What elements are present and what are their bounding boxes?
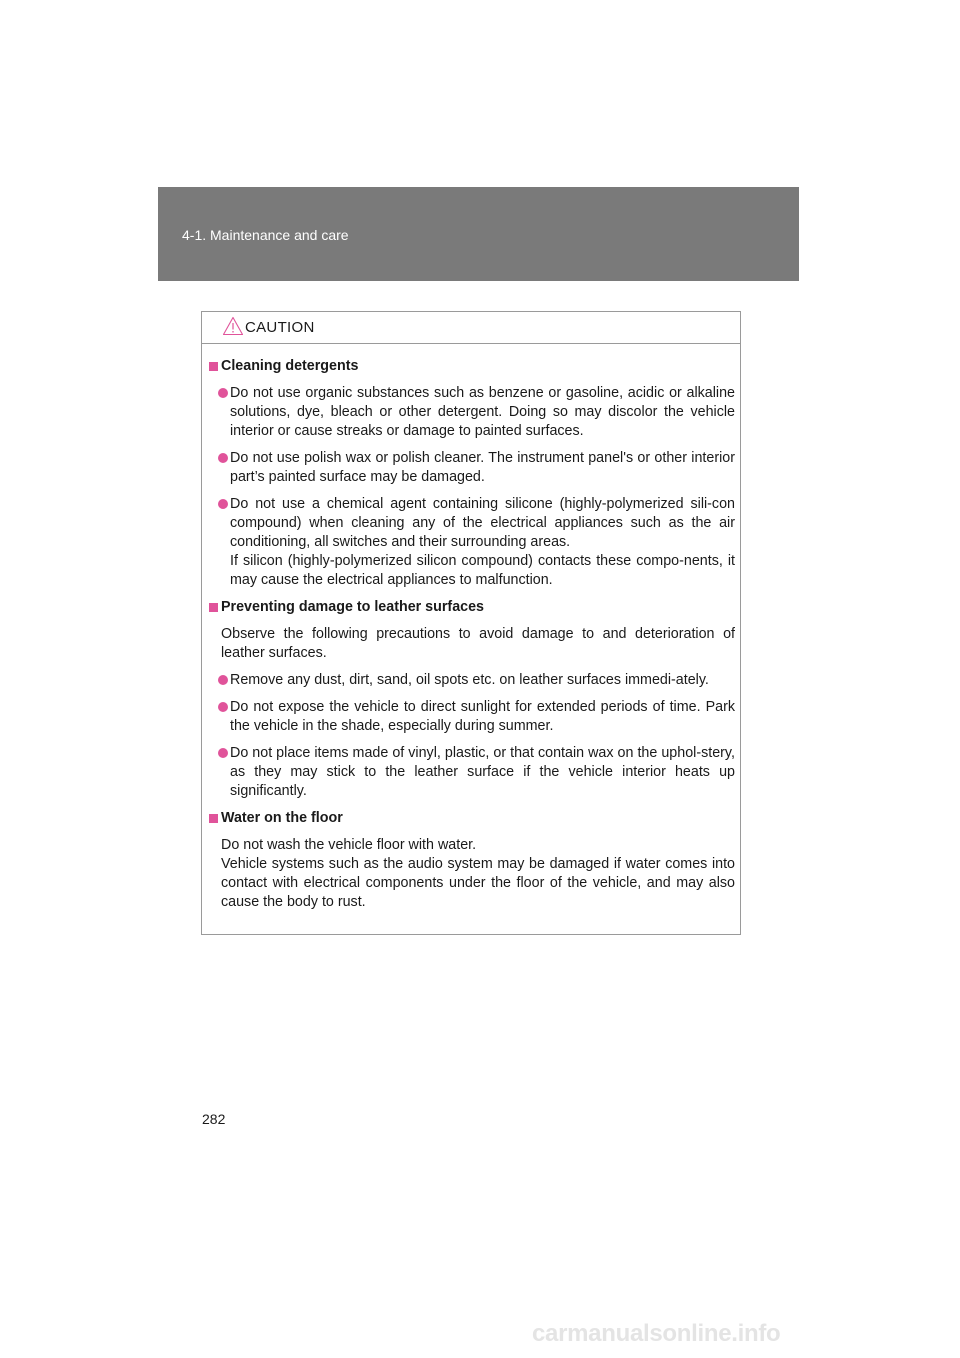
intro-text: Vehicle systems such as the audio system may be damaged if water comes into contact with electrical components under the floor of the vehicle, and may also cause the body to rust. [221,856,735,910]
list-item [208,744,735,801]
pink-dot-icon [218,748,228,758]
topic-intro [221,836,735,912]
topic-heading-text: Water on the floor [221,810,343,826]
pink-dot-icon [218,453,228,463]
bullet-text: Do not use polish wax or polish cleaner. The instrument panel's or other interior part’s painted surface may be damaged. [230,450,735,485]
watermark: carmanualsonline.info [532,1320,781,1347]
topic-heading [208,357,735,376]
bullet-text: Do not use a chemical agent containing silicone (highly-polymerized sili-con compound) when cleaning any of the electrical appliances such as the air conditioning, all switches and their surrounding areas. [230,496,735,550]
caution-label: CAUTION [245,319,315,336]
topic-heading-text: Cleaning detergents [221,358,359,374]
pink-dot-icon [218,702,228,712]
list-item [208,495,735,590]
warning-triangle-icon [222,316,244,336]
section-title: 4-1. Maintenance and care [182,227,349,243]
topic-water-on-floor [208,809,735,912]
bullet-text: Do not expose the vehicle to direct sunlight for extended periods of time. Park the vehicle in the shade, especially during summer. [230,699,735,734]
pink-square-icon [209,362,218,371]
header-band [158,187,799,281]
topic-intro [221,625,735,663]
topic-heading-text: Preventing damage to leather surfaces [221,599,484,615]
intro-text: Do not wash the vehicle floor with water. [221,837,477,853]
intro-text: Observe the following precautions to avoid damage to and deterioration of leather surfaces. [221,626,735,661]
topic-heading [208,809,735,828]
bullet-text: Do not use organic substances such as benzene or gasoline, acidic or alkaline solutions, dye, bleach or other detergent. Doing so may discolor the vehicle interior or cause streaks or damage to painted surfaces. [230,385,735,439]
pink-dot-icon [218,499,228,509]
pink-dot-icon [218,388,228,398]
caution-body [202,344,740,912]
pink-square-icon [209,603,218,612]
list-item [208,384,735,441]
pink-square-icon [209,814,218,823]
topic-leather-surfaces [208,598,735,801]
pink-dot-icon [218,675,228,685]
list-item [208,671,735,690]
caution-header [202,312,740,344]
topic-cleaning-detergents [208,357,735,590]
bullet-text: Remove any dust, dirt, sand, oil spots etc. on leather surfaces immedi-ately. [230,672,709,688]
bullet-text-continued: If silicon (highly-polymerized silicon compound) contacts these compo-nents, it may cause the electrical appliances to malfunction. [230,553,735,588]
list-item [208,449,735,487]
list-item [208,698,735,736]
bullet-text: Do not place items made of vinyl, plastic, or that contain wax on the uphol-stery, as they may stick to the leather surface if the vehicle interior heats up significantly. [230,745,735,799]
page-number: 282 [202,1111,226,1127]
topic-heading [208,598,735,617]
caution-box [201,311,741,935]
